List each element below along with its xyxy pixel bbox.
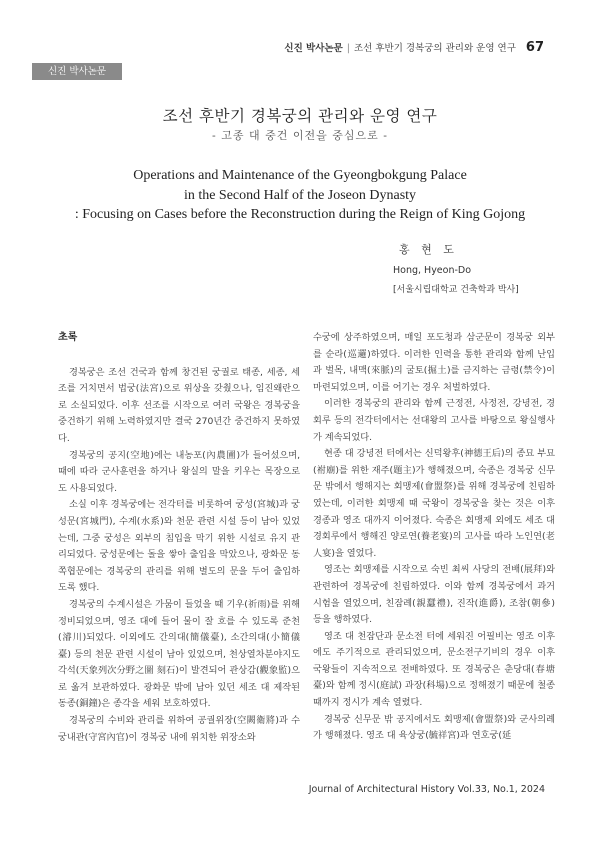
abstract-paragraph: 영조 대 천잠단과 문소전 터에 세워진 어필비는 영조 이후에도 주기적으로 관리되었으며, 문소전구기비의 경우 이후 국왕들이 지속적으로 전배하였다. 또 경복궁은 춘당대(春塘臺)와 함께 정시(庭試) 과장(科場)으로 정해졌기 때문에 철종 때까지 정시가 계속 열렸다.: [313, 630, 555, 709]
journal-footer: Journal of Architectural History Vol.33, No.1, 2024: [308, 784, 545, 795]
abstract-paragraph: 현종 대 강녕전 터에서는 신덕왕후(神德王后)의 종묘 부묘(祔廟)를 위한 재주(題主)가 행해졌으며, 숙종은 경복궁 신무문 밖에서 행해지는 회맹제(會盟祭)를 위해 경복궁에 친림하였는데, 이러한 회맹제 때 국왕이 경복궁을 찾는 것은 이후 경종과 영조 대까지 이어졌다. 숙종은 회맹제 외에도 세조 대 경회루에서 행해진 양로연(養老宴)의 고사를 따라 노인연(老人宴)을 열었다.: [313, 448, 555, 559]
english-title-line-1: Operations and Maintenance of the Gyeongbokgung Palace: [133, 168, 467, 183]
abstract-left-column: [58, 330, 300, 746]
abstract-paragraph: 경복궁 신무문 밖 공지에서도 회맹제(會盟祭)와 군사의례가 행해졌다. 영조 대 육상궁(毓祥宮)과 연호궁(延: [313, 713, 555, 742]
abstract-paragraph: 경복궁의 공지(空地)에는 내농포(內農圃)가 들어섰으며, 때에 따라 군사훈련을 하거나 왕실의 말을 키우는 목장으로도 사용되었다.: [58, 449, 300, 494]
section-tab: 신진 박사논문: [32, 63, 122, 80]
abstract-paragraph: 이러한 경복궁의 관리와 함께 근정전, 사정전, 강녕전, 경회루 등의 전각터에서는 선대왕의 고사를 바탕으로 왕실행사가 계속되었다.: [313, 398, 555, 443]
page-number: 67: [525, 40, 544, 55]
abstract-paragraph: 수궁에 상주하였으며, 매일 포도청과 삼군문이 경복궁 외부를 순라(巡邏)하였다. 이러한 인력을 통한 관리와 함께 난입과 벌목, 내맥(來脈)의 굴토(掘土)를 금지하는 금령(禁令)이 마련되었으며, 이를 어기는 경우 처벌하였다.: [313, 332, 555, 393]
author-block: [393, 241, 519, 295]
korean-title: 조선 후반기 경복궁의 관리와 운영 연구: [162, 107, 438, 125]
abstract-paragraph: 경복궁은 조선 건국과 함께 창건된 궁궐로 태종, 세종, 세조를 거치면서 법궁(法宮)으로 위상을 갖췄으나, 임진왜란으로 소실되었다. 이후 선조를 시작으로 여러 국왕은 경복궁을 중건하기 위해 노력하였지만 결국 270년간 중건하지 못하였다.: [58, 366, 300, 444]
running-header-title: 조선 후반기 경복궁의 관리와 운영 연구: [353, 43, 516, 54]
english-title: [0, 166, 600, 225]
author-name-english: Hong, Hyeon-Do: [393, 265, 472, 276]
running-header-journal: 신진 박사논문: [284, 43, 343, 54]
abstract-right-column: [313, 330, 555, 745]
abstract-paragraph: 영조는 회맹제를 시작으로 숙빈 최씨 사당의 전배(展拜)와 관련하여 경복궁에 친림하였다. 이와 함께 경복궁에서 과거시험을 열었으며, 친잠례(親蠶禮), 진작(進爵), 조참(朝參) 등을 행하였다.: [313, 564, 555, 626]
english-title-line-3: : Focusing on Cases before the Reconstruction during the Reign of King Gojong: [74, 207, 526, 222]
running-header: [284, 40, 544, 55]
abstract-paragraph: 경복궁의 수비와 관리를 위하여 공궐위장(空闕衛將)과 수궁내관(守宮內官)이 경복궁 내에 위치한 위장소와: [58, 715, 300, 743]
korean-subtitle: - 고종 대 중건 이전을 중심으로 -: [212, 129, 388, 142]
abstract-paragraph: 소실 이후 경복궁에는 전각터를 비롯하여 궁성(宮城)과 궁성문(宮城門), 수계(水系)와 천문 관련 시설 등이 남아 있었는데, 그중 궁성은 외부의 침입을 막기 위한 시설로 유지 관리되었다. 궁성문에는 돌을 쌓아 출입을 막았으나, 광화문 동쪽협문에는 경복궁의 관리를 위해 별도의 문을 두어 출입하도록 했다.: [58, 499, 300, 594]
abstract-paragraph: 경복궁의 수계시설은 가뭄이 들었을 때 기우(祈雨)를 위해 정비되었으며, 영조 대에 들어 물이 잘 흐를 수 있도록 준천(濬川)되었다. 이외에도 간의대(簡儀臺), 소간의대(小簡儀臺) 등의 천문 관련 시설이 남아 있었으며, 천상열차분야지도 각석(天象列次分野之圖 刻石)이 발견되어 관상감(觀象監)으로 옮겨 보관하였다. 광화문 밖에 남아 있던 세조 대 제작된 동종(銅鐘)은 종각을 세워 보호하였다.: [58, 598, 300, 710]
author-name-korean: 홍 현 도: [399, 243, 458, 256]
abstract-heading: 초록: [58, 332, 78, 343]
english-title-line-2: in the Second Half of the Joseon Dynasty: [183, 187, 417, 203]
author-affiliation: [서울시립대학교 건축학과 박사]: [393, 285, 519, 295]
running-header-separator: |: [346, 43, 350, 54]
